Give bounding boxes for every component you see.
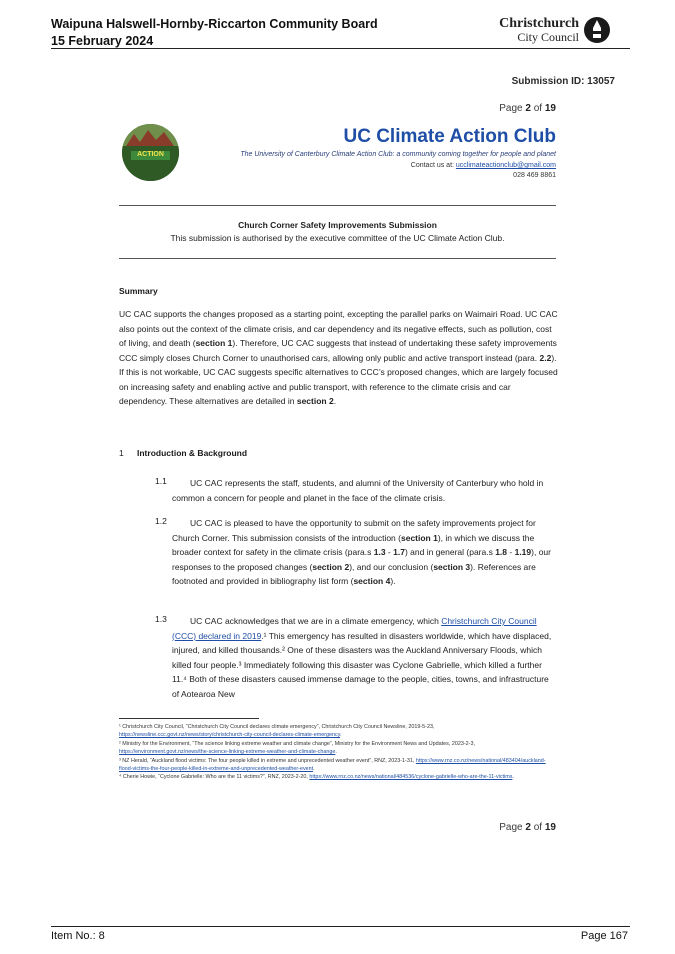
title-rule-bottom [119,258,556,259]
section-heading: Introduction & Background [137,448,248,458]
agenda-page-number: Page 167 [580,930,628,942]
para-number: 1.1 [155,476,167,486]
cathedral-icon [583,16,611,44]
council-logo [495,14,615,44]
club-tagline: The University of Canterbury Climate Action Club: a community coming together for people and planet [240,151,556,158]
footnote-3: ³ NZ Herald, “Auckland flood victims: The four people killed in extreme and unprecedented weather event”, RNZ, 2023-1-31, https://www.rnz.co.nz/news/national/483404/auckland-flood-victims-the-four-people-killed-in-extreme-and-unprecedented-weather-event. [119,757,546,773]
summary-paragraph: UC CAC supports the changes proposed as a starting point, excepting the parallel parks on Waimairi Road. UC CAC also points out the context of the climate crisis, and car dependency and its negative effects, such as pollution, cost of living, and death (section 1). Therefore, UC CAC suggests that instead of undertaking these safety improvements CCC simply closes Church Corner to unauthorised cars, allowing only public and active transport instead (para. 2.2). If this is not workable, UC CAC suggests specific alternatives to CCC’s proposed changes, which are largely focused on increasing safety and enabling active and public transport, with reference to the climate crisis and car dependency. These alternatives are detailed in section 2. [119,309,558,406]
footnote-4: ⁴ Cherie Howie, “Cyclone Gabrielle: Who are the 11 victims?”, RNZ, 2023-2-20, https://www.rnz.co.nz/news/national/484536/cyclone-gabrielle-who-are-the-11-victims. [119,774,514,781]
meeting-date: 15 February 2024 [51,34,154,48]
section-number: 1 [119,448,124,458]
para-number: 1.3 [155,614,167,624]
footer-rule [51,926,630,927]
club-contact: Contact us at: ucclimateactionclub@gmail.com [410,162,556,169]
footnote-2-link[interactable]: https://environment.govt.nz/news/the-science-linking-extreme-weather-and-climate-change [119,749,336,756]
footnotes [119,723,556,782]
authorisation-line: This submission is authorised by the executive committee of the UC Climate Action Club. [170,233,505,243]
footnote-1: ¹ Christchurch City Council, “Christchurch City Council declares climate emergency”, Christchurch City Council Newsline, 2019-5-23, https://newsline.ccc.govt.nz/news/story/christchurch-city-council-declares-climate-emergency. [119,724,435,739]
title-rule-top [119,205,556,206]
summary-heading: Summary [119,286,158,296]
page-indicator-top: Page 2 of 19 [499,103,556,114]
club-logo-text: ACTION [137,151,164,158]
footnote-4-link[interactable]: https://www.rnz.co.nz/news/national/484536/cyclone-gabrielle-who-are-the-11-victims [309,774,513,781]
council-logo-line2: City Council [517,30,579,44]
para-number: 1.2 [155,516,167,526]
footnote-rule [119,718,259,719]
board-name: Waipuna Halswell-Hornby-Riccarton Community Board [51,17,378,31]
club-logo [122,124,179,181]
submission-id: Submission ID: 13057 [511,76,615,87]
item-number: Item No.: 8 [51,930,105,942]
footnote-1-link[interactable]: https://newsline.ccc.govt.nz/news/story/christchurch-city-council-declares-climate-emergency [119,732,340,739]
club-phone: 028 469 8861 [513,172,556,179]
agenda-header [51,16,378,50]
header-rule [51,48,630,49]
footnote-2: ² Ministry for the Environment, “The science linking extreme weather and climate change”, Ministry for the Environment News and Updates, 2023-2-3, https://environment.govt.nz/news/the-science-linking-extreme-weather-and-climate-change. [119,740,475,756]
ccc-declaration-link[interactable]: Christchurch City Council (CCC) declared in 2019 [172,616,537,641]
footnote-3-link[interactable]: https://www.rnz.co.nz/news/national/483404/auckland-flood-victims-the-four-people-killed-in-extreme-and-unprecedented-weather-event [119,757,546,773]
paragraph-1-2: UC CAC is pleased to have the opportunity to submit on the safety improvements project for Church Corner. This submission consists of the introduction (section 1), in which we discuss the broader context for safety in the climate crisis (para.s 1.3 - 1.7) and in general (para.s 1.8 - 1.19), our responses to the proposed changes (section 2), and our conclusion (section 3). References are footnoted and provided in bibliography list form (section 4). [172,518,551,586]
club-title: UC Climate Action Club [343,126,556,147]
submission-title: Church Corner Safety Improvements Submission [238,220,437,230]
page-indicator-bottom: Page 2 of 19 [499,822,556,833]
paragraph-1-3: UC CAC acknowledges that we are in a climate emergency, which Christchurch City Council (CCC) declared in 2019.¹ This emergency has resulted in disasters worldwide, which have displaced, injured, and killed thousands.² One of these disasters was the Auckland Anniversary Floods, which killed four people.³ Immediately following this disaster was Cyclone Gabrielle, which killed a further 11.⁴ Both of these disasters caused immense damage to the people, cities, towns, and infrastructure of Aotearoa New [172,616,552,699]
paragraph-1-1: UC CAC represents the staff, students, and alumni of the University of Canterbury who hold in common a concern for people and planet in the face of the climate crisis. [172,478,544,503]
council-logo-line1: Christchurch [499,16,579,31]
club-email-link[interactable]: ucclimateactionclub@gmail.com [455,162,556,169]
